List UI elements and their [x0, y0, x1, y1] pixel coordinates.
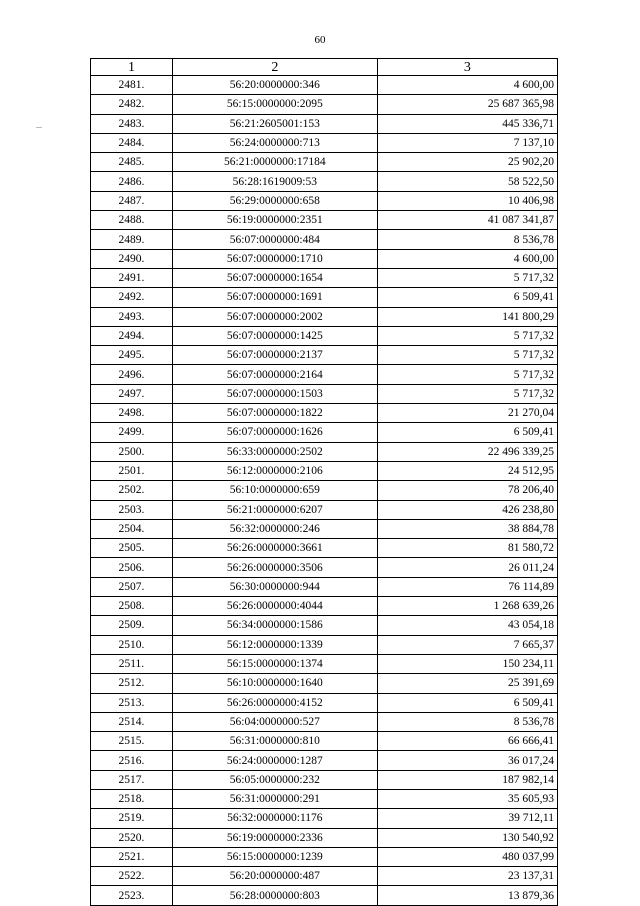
- cadastral-number-cell: 56:26:0000000:4152: [172, 693, 377, 712]
- column-header-2: 2: [172, 59, 377, 76]
- row-number-cell: 2497.: [91, 384, 173, 403]
- value-cell: 8 536,78: [377, 230, 557, 249]
- table-row: [91, 191, 558, 210]
- value-cell: 21 270,04: [377, 404, 557, 423]
- value-cell: 66 666,41: [377, 732, 557, 751]
- cadastral-number-cell: 56:21:2605001:153: [172, 114, 377, 133]
- cadastral-number-cell: 56:19:0000000:2351: [172, 211, 377, 230]
- data-table: [90, 58, 558, 906]
- row-number-cell: 2483.: [91, 114, 173, 133]
- row-number-cell: 2501.: [91, 461, 173, 480]
- cadastral-number-cell: 56:26:0000000:3506: [172, 558, 377, 577]
- row-number-cell: 2482.: [91, 95, 173, 114]
- row-number-cell: 2499.: [91, 423, 173, 442]
- table-row: [91, 172, 558, 191]
- table-row: [91, 712, 558, 731]
- row-number-cell: 2489.: [91, 230, 173, 249]
- row-number-cell: 2491.: [91, 268, 173, 287]
- value-cell: 187 982,14: [377, 770, 557, 789]
- table-row: [91, 442, 558, 461]
- row-number-cell: 2494.: [91, 326, 173, 345]
- row-number-cell: 2487.: [91, 191, 173, 210]
- row-number-cell: 2498.: [91, 404, 173, 423]
- table-row: [91, 539, 558, 558]
- row-number-cell: 2512.: [91, 674, 173, 693]
- value-cell: 5 717,32: [377, 384, 557, 403]
- value-cell: 5 717,32: [377, 346, 557, 365]
- page-number: 60: [314, 34, 326, 46]
- cadastral-number-cell: 56:19:0000000:2336: [172, 828, 377, 847]
- table-row: [91, 268, 558, 287]
- row-number-cell: 2517.: [91, 770, 173, 789]
- table-row: [91, 114, 558, 133]
- table-row: [91, 133, 558, 152]
- value-cell: 480 037,99: [377, 847, 557, 866]
- cadastral-number-cell: 56:12:0000000:2106: [172, 461, 377, 480]
- row-number-cell: 2503.: [91, 500, 173, 519]
- table-row: [91, 95, 558, 114]
- cadastral-number-cell: 56:07:0000000:1822: [172, 404, 377, 423]
- row-number-cell: 2500.: [91, 442, 173, 461]
- value-cell: 25 902,20: [377, 153, 557, 172]
- value-cell: 13 879,36: [377, 886, 557, 905]
- row-number-cell: 2504.: [91, 519, 173, 538]
- table-row: [91, 249, 558, 268]
- table-row: [91, 770, 558, 789]
- row-number-cell: 2511.: [91, 654, 173, 673]
- value-cell: 36 017,24: [377, 751, 557, 770]
- value-cell: 35 605,93: [377, 789, 557, 808]
- value-cell: 39 712,11: [377, 809, 557, 828]
- value-cell: 5 717,32: [377, 268, 557, 287]
- cadastral-number-cell: 56:20:0000000:487: [172, 867, 377, 886]
- value-cell: 26 011,24: [377, 558, 557, 577]
- cadastral-number-cell: 56:20:0000000:346: [172, 76, 377, 95]
- row-number-cell: 2521.: [91, 847, 173, 866]
- value-cell: 5 717,32: [377, 326, 557, 345]
- table-row: [91, 211, 558, 230]
- cadastral-number-cell: 56:28:1619009:53: [172, 172, 377, 191]
- row-number-cell: 2493.: [91, 307, 173, 326]
- row-number-cell: 2485.: [91, 153, 173, 172]
- table-row: [91, 519, 558, 538]
- value-cell: 130 540,92: [377, 828, 557, 847]
- column-header-1: 1: [91, 59, 173, 76]
- value-cell: 25 391,69: [377, 674, 557, 693]
- value-cell: 8 536,78: [377, 712, 557, 731]
- value-cell: 10 406,98: [377, 191, 557, 210]
- cadastral-number-cell: 56:31:0000000:291: [172, 789, 377, 808]
- value-cell: 43 054,18: [377, 616, 557, 635]
- cadastral-number-cell: 56:29:0000000:658: [172, 191, 377, 210]
- row-number-cell: 2505.: [91, 539, 173, 558]
- value-cell: 6 509,41: [377, 693, 557, 712]
- cadastral-number-cell: 56:28:0000000:803: [172, 886, 377, 905]
- table-row: [91, 693, 558, 712]
- cadastral-number-cell: 56:07:0000000:1691: [172, 288, 377, 307]
- cadastral-number-cell: 56:15:0000000:1374: [172, 654, 377, 673]
- cadastral-number-cell: 56:12:0000000:1339: [172, 635, 377, 654]
- cadastral-number-cell: 56:15:0000000:1239: [172, 847, 377, 866]
- cadastral-number-cell: 56:07:0000000:484: [172, 230, 377, 249]
- value-cell: 38 884,78: [377, 519, 557, 538]
- row-number-cell: 2515.: [91, 732, 173, 751]
- row-number-cell: 2508.: [91, 597, 173, 616]
- cadastral-number-cell: 56:07:0000000:1626: [172, 423, 377, 442]
- row-number-cell: 2514.: [91, 712, 173, 731]
- value-cell: 25 687 365,98: [377, 95, 557, 114]
- table-row: [91, 867, 558, 886]
- column-header-3: 3: [377, 59, 557, 76]
- table-row: [91, 809, 558, 828]
- table-row: [91, 461, 558, 480]
- cadastral-number-cell: 56:30:0000000:944: [172, 577, 377, 596]
- cadastral-number-cell: 56:07:0000000:1710: [172, 249, 377, 268]
- cadastral-number-cell: 56:05:0000000:232: [172, 770, 377, 789]
- row-number-cell: 2506.: [91, 558, 173, 577]
- row-number-cell: 2486.: [91, 172, 173, 191]
- cadastral-number-cell: 56:21:0000000:17184: [172, 153, 377, 172]
- row-number-cell: 2516.: [91, 751, 173, 770]
- row-number-cell: 2518.: [91, 789, 173, 808]
- cadastral-number-cell: 56:34:0000000:1586: [172, 616, 377, 635]
- table-row: [91, 847, 558, 866]
- cadastral-number-cell: 56:10:0000000:659: [172, 481, 377, 500]
- cadastral-number-cell: 56:07:0000000:2002: [172, 307, 377, 326]
- table-row: [91, 307, 558, 326]
- cadastral-number-cell: 56:07:0000000:2164: [172, 365, 377, 384]
- row-number-cell: 2507.: [91, 577, 173, 596]
- value-cell: 150 234,11: [377, 654, 557, 673]
- scan-mark: [36, 127, 42, 128]
- value-cell: 22 496 339,25: [377, 442, 557, 461]
- table-row: [91, 76, 558, 95]
- table-row: [91, 326, 558, 345]
- cadastral-number-cell: 56:33:0000000:2502: [172, 442, 377, 461]
- cadastral-number-cell: 56:21:0000000:6207: [172, 500, 377, 519]
- value-cell: 5 717,32: [377, 365, 557, 384]
- cadastral-number-cell: 56:24:0000000:713: [172, 133, 377, 152]
- value-cell: 81 580,72: [377, 539, 557, 558]
- value-cell: 58 522,50: [377, 172, 557, 191]
- table-row: [91, 886, 558, 905]
- value-cell: 76 114,89: [377, 577, 557, 596]
- value-cell: 78 206,40: [377, 481, 557, 500]
- row-number-cell: 2523.: [91, 886, 173, 905]
- table-row: [91, 597, 558, 616]
- value-cell: 445 336,71: [377, 114, 557, 133]
- value-cell: 41 087 341,87: [377, 211, 557, 230]
- row-number-cell: 2488.: [91, 211, 173, 230]
- value-cell: 426 238,80: [377, 500, 557, 519]
- cadastral-number-cell: 56:24:0000000:1287: [172, 751, 377, 770]
- row-number-cell: 2492.: [91, 288, 173, 307]
- row-number-cell: 2481.: [91, 76, 173, 95]
- value-cell: 23 137,31: [377, 867, 557, 886]
- table-row: [91, 365, 558, 384]
- table-row: [91, 558, 558, 577]
- cadastral-number-cell: 56:07:0000000:2137: [172, 346, 377, 365]
- row-number-cell: 2502.: [91, 481, 173, 500]
- row-number-cell: 2496.: [91, 365, 173, 384]
- table-row: [91, 635, 558, 654]
- cadastral-number-cell: 56:26:0000000:3661: [172, 539, 377, 558]
- table-row: [91, 616, 558, 635]
- table-body: [91, 76, 558, 906]
- table-row: [91, 789, 558, 808]
- row-number-cell: 2519.: [91, 809, 173, 828]
- table-row: [91, 828, 558, 847]
- cadastral-number-cell: 56:31:0000000:810: [172, 732, 377, 751]
- cadastral-number-cell: 56:07:0000000:1503: [172, 384, 377, 403]
- value-cell: 141 800,29: [377, 307, 557, 326]
- table-row: [91, 404, 558, 423]
- cadastral-number-cell: 56:32:0000000:246: [172, 519, 377, 538]
- table-row: [91, 481, 558, 500]
- table-row: [91, 230, 558, 249]
- cadastral-number-cell: 56:26:0000000:4044: [172, 597, 377, 616]
- row-number-cell: 2522.: [91, 867, 173, 886]
- table-row: [91, 288, 558, 307]
- table-row: [91, 674, 558, 693]
- row-number-cell: 2490.: [91, 249, 173, 268]
- value-cell: 24 512,95: [377, 461, 557, 480]
- value-cell: 1 268 639,26: [377, 597, 557, 616]
- table-row: [91, 153, 558, 172]
- cadastral-number-cell: 56:15:0000000:2095: [172, 95, 377, 114]
- value-cell: 6 509,41: [377, 423, 557, 442]
- table-row: [91, 732, 558, 751]
- table-row: [91, 654, 558, 673]
- row-number-cell: 2520.: [91, 828, 173, 847]
- table-header-row: [91, 59, 558, 76]
- cadastral-number-cell: 56:32:0000000:1176: [172, 809, 377, 828]
- row-number-cell: 2495.: [91, 346, 173, 365]
- cadastral-number-cell: 56:04:0000000:527: [172, 712, 377, 731]
- row-number-cell: 2510.: [91, 635, 173, 654]
- cadastral-number-cell: 56:10:0000000:1640: [172, 674, 377, 693]
- table-row: [91, 577, 558, 596]
- value-cell: 6 509,41: [377, 288, 557, 307]
- table-row: [91, 384, 558, 403]
- value-cell: 4 600,00: [377, 249, 557, 268]
- row-number-cell: 2509.: [91, 616, 173, 635]
- value-cell: 7 665,37: [377, 635, 557, 654]
- row-number-cell: 2513.: [91, 693, 173, 712]
- table-row: [91, 751, 558, 770]
- value-cell: 4 600,00: [377, 76, 557, 95]
- cadastral-number-cell: 56:07:0000000:1425: [172, 326, 377, 345]
- table-row: [91, 423, 558, 442]
- table-row: [91, 346, 558, 365]
- cadastral-number-cell: 56:07:0000000:1654: [172, 268, 377, 287]
- value-cell: 7 137,10: [377, 133, 557, 152]
- table-row: [91, 500, 558, 519]
- row-number-cell: 2484.: [91, 133, 173, 152]
